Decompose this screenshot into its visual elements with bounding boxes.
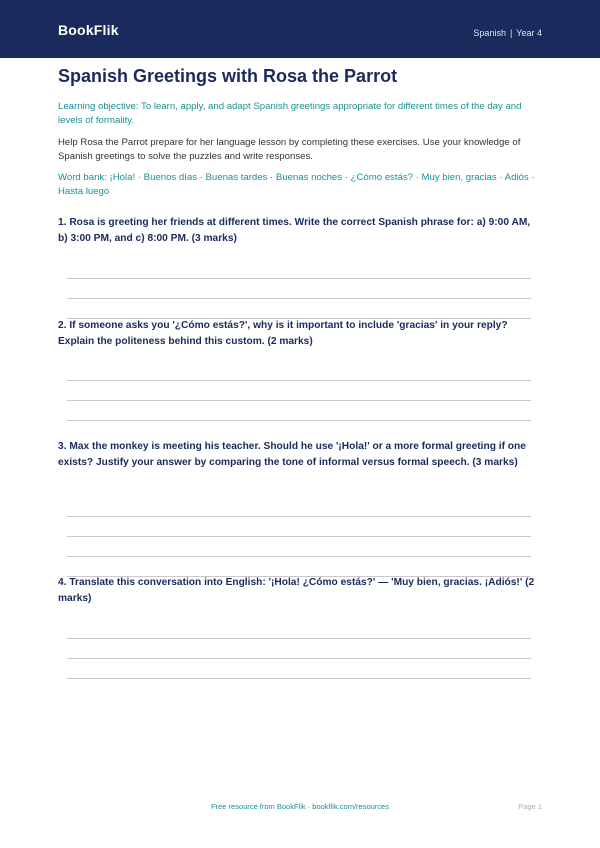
answer-line[interactable] bbox=[67, 380, 531, 381]
footer-resource-link[interactable]: Free resource from BookFlik · bookflik.com/resources bbox=[211, 802, 389, 811]
intro-text: Help Rosa the Parrot prepare for her language lesson by completing these exercises. Use your knowledge of Spanish greetings to solve the puzzles and write responses. bbox=[58, 137, 521, 162]
answer-line[interactable] bbox=[67, 400, 531, 401]
answer-line[interactable] bbox=[67, 298, 531, 299]
question-2: 2. If someone asks you '¿Cómo estás?', why is it important to include 'gracias' in your reply? Explain the politeness behind this custom. (2 marks) bbox=[58, 320, 508, 347]
question-1: 1. Rosa is greeting her friends at different times. Write the correct Spanish phrase for: a) 9:00 AM, b) 3:00 PM, and c) 8:00 PM. (3 marks) bbox=[58, 217, 531, 244]
brand-logo[interactable]: BookFlik bbox=[58, 22, 119, 38]
question-4: 4. Translate this conversation into English: '¡Hola! ¿Cómo estás?' — 'Muy bien, gracias. ¡Adiós!' (2 marks) bbox=[58, 577, 535, 604]
answer-line[interactable] bbox=[67, 420, 531, 421]
answer-line[interactable] bbox=[67, 638, 531, 639]
question-3: 3. Max the monkey is meeting his teacher. Should he use '¡Hola!' or a more formal greeting if one exists? Justify your answer by comparing the tone of informal versus formal speech. (3 marks) bbox=[58, 441, 526, 468]
answer-line[interactable] bbox=[67, 278, 531, 279]
answer-line[interactable] bbox=[67, 536, 531, 537]
subject-label: Spanish bbox=[473, 28, 506, 38]
answer-line[interactable] bbox=[67, 678, 531, 679]
word-bank: Word bank: ¡Hola! · Buenos días · Buenas tardes · Buenas noches · ¿Cómo estás? · Muy bien, gracias · Adiós · Hasta luego bbox=[58, 172, 535, 197]
answer-line[interactable] bbox=[67, 516, 531, 517]
header-bar bbox=[0, 0, 600, 58]
page-number: Page 1 bbox=[518, 802, 542, 811]
page-title: Spanish Greetings with Rosa the Parrot bbox=[58, 66, 398, 86]
year-label: Year 4 bbox=[516, 28, 542, 38]
answer-line[interactable] bbox=[67, 556, 531, 557]
answer-line[interactable] bbox=[67, 576, 531, 577]
subject-year bbox=[473, 28, 542, 38]
meta-separator: | bbox=[509, 28, 513, 38]
learning-objective: Learning objective: To learn, apply, and adapt Spanish greetings appropriate for different times of the day and levels of formality. bbox=[58, 101, 522, 126]
answer-line[interactable] bbox=[67, 658, 531, 659]
